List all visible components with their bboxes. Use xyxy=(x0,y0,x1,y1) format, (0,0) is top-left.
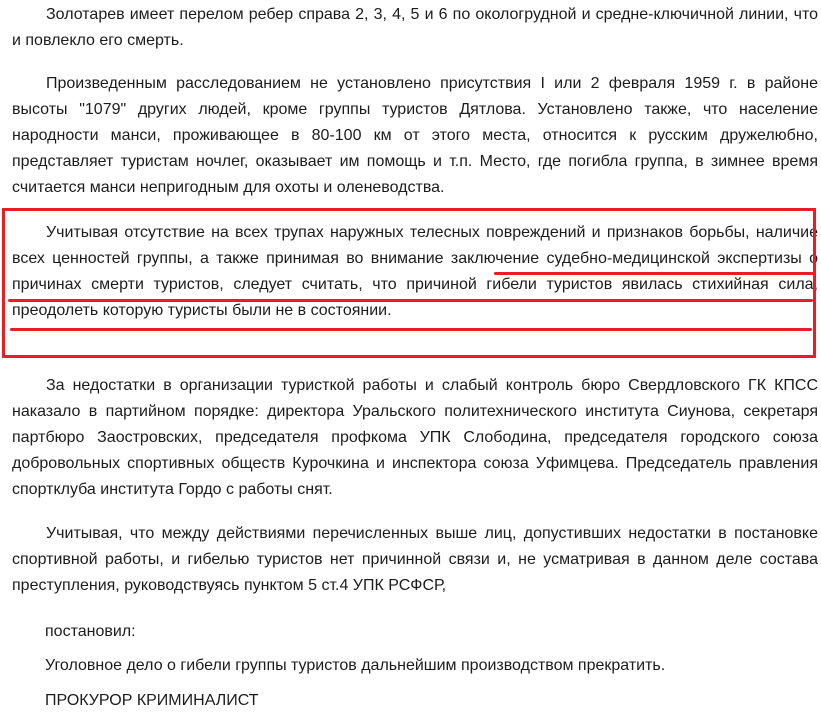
red-highlight-box xyxy=(2,208,816,358)
red-underline xyxy=(8,299,813,302)
paragraph-injuries: Золотарев имеет перелом ребер справа 2, 3, 4, 5 и 6 по окологрудной и средне-ключичной линии, что и повлекло его смерть. xyxy=(12,6,818,49)
ruling-text: Уголовное дело о гибели группы туристов дальнейшим производством прекратить. xyxy=(45,657,666,674)
red-underline xyxy=(494,272,814,275)
paragraph-investigation: Произведенным расследованием не установлено присутствия I или 2 февраля 1959 г. в районе высоты "1079" других людей, кроме группы туристов Дятлова. Установлено также, что население народности манси, проживающее в 80-100 км от этого места, относится к русским дружелюбно, представляет туристам ночлег, оказывает им помощь и т.п. Место, где погибла группа, в зимнее время считается манси непригодным для охоты и оленеводства. xyxy=(12,75,818,196)
ruling-word: постановил: xyxy=(45,623,136,640)
paragraph-conclusion: Учитывая отсутствие на всех трупах наружных телесных повреждений и признаков борьбы, наличие всех ценностей группы, а также принимая во внимание заключение судебно-медицинской экспертизы о причинах смерти туристов, следует считать, что причиной гибели туристов явилась стихийная сила, преодолеть которую туристы были не в состоянии. xyxy=(12,224,818,319)
signature: ПРОКУРОР КРИМИНАЛИСТ xyxy=(45,692,259,709)
paragraph-no-causal-link: Учитывая, что между действиями перечисленных выше лиц, допустивших недостатки в постановке спортивной работы, и гибелью туристов нет причинной связи и, не усматривая в данном деле состава преступления, руководствуясь пунктом 5 ст.4 УПК РСФСР, xyxy=(12,525,818,594)
red-underline xyxy=(10,328,812,331)
paragraph-punishment: За недостатки в организации туристкой работы и слабый контроль бюро Свердловского ГК КПСС наказало в партийном порядке: директора Уральского политехнического института Сиунова, секретаря партбюро Заостровских, председателя профкома УПК Слободина, председателя городского союза добровольных спортивных обществ Курочкина и инспектора союза Уфимцева. Председатель правления спортклуба института Гордо с работы снят. xyxy=(12,377,818,498)
